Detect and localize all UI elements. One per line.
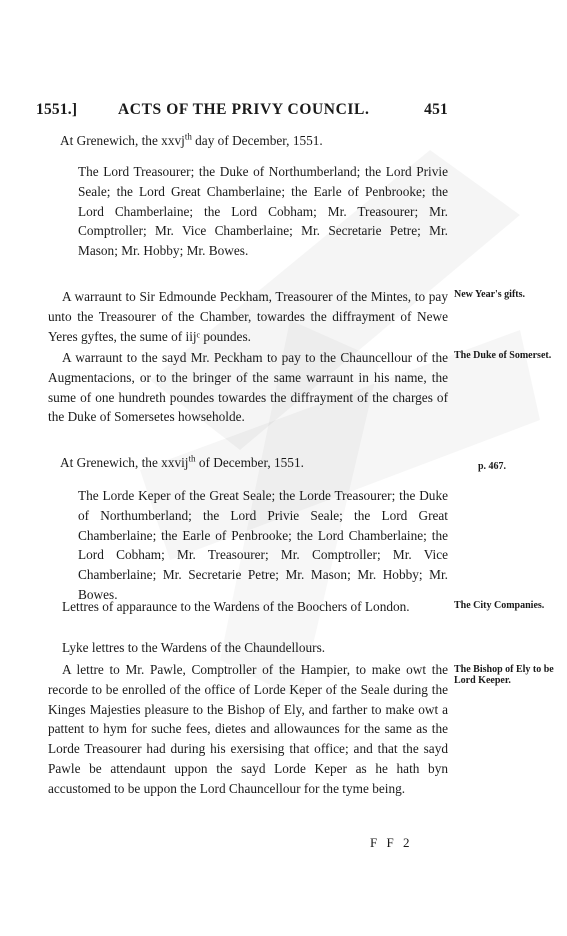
margin-note: New Year's gifts.: [454, 289, 526, 300]
entry-letters-chaundellours: Lyke lettres to the Wardens of the Chaundellours.: [62, 640, 326, 655]
attendees-list: The Lord Treasourer; the Duke of Northumberland; the Lord Privie Seale; the Lord Great Chamberlaine; the Earle of Penbrooke; the Lord Chamberlaine; the Lord Cobham; Mr. Treasourer; Mr. Comptroller; Mr. Vice Chamberlaine; Mr. Secretarie Petre; Mr. Mason; Mr. Hobby; Mr. Bowes.: [78, 164, 448, 259]
signature-mark: F F 2: [370, 835, 413, 850]
header-year: 1551.]: [36, 101, 78, 118]
attendees-list: The Lorde Keper of the Great Seale; the Lorde Treasourer; the Duke of Northumberland; the Lord Privie Seale; the Lord Great Chamberlaine; the Earle of Penbrooke; the Lord Chamberlaine; the Lord Cobham; Mr. Treasourer; Mr. Comptroller; Mr. Vice Chamberlaine; Mr. Secretarie Petre; Mr. Mason; Mr. Hobby; Mr. Bowes.: [78, 488, 448, 602]
margin-note: The Duke of Somerset.: [454, 350, 552, 361]
margin-note: The City Companies.: [454, 600, 545, 611]
margin-note: The Bishop of Ely to be Lord Keeper.: [454, 664, 554, 686]
entry-letter-pawle: A lettre to Mr. Pawle, Comptroller of the Hampier, to make owt the recorde to be enrolled of the office of Lorde Keper of the Seale during the Kinges Majesties pleasure to the Bishop of Ely, and farther to make owt a pattent to hym for suche fees, dietes and allowaunces for the same as the Lorde Treasourer had during his exersising that office; and that the sayd Pawle be attendaunt uppon the sayd Lorde Keper as he hath byn accustomed to be uppon the Lord Chauncellour for the tyme being.: [48, 662, 448, 796]
running-title: ACTS OF THE PRIVY COUNCIL.: [118, 101, 370, 118]
page-number: 451: [424, 101, 448, 118]
entry-warrant-new-years-gifts: A warraunt to Sir Edmounde Peckham, Treasourer of the Mintes, to pay unto the Treasourer of the Chamber, towardes the diffrayment of Newe Yeres gyftes, the sume of iijᶜ poundes.: [48, 289, 448, 344]
session-heading: At Grenewich, the xxvj$^{th}$ day of December, 1551.: [60, 131, 323, 148]
entry-letters-boochers: Lettres of apparaunce to the Wardens of the Boochers of London.: [62, 599, 410, 614]
session-heading: At Grenewich, the xxvij$^{th}$ of December, 1551.: [60, 453, 304, 470]
entry-warrant-somerset: A warraunt to the sayd Mr. Peckham to pay to the Chauncellour of the Augmentacions, or to the bringer of the same warraunt in his name, the sume of one hundreth poundes towardes the diffrayment of the charges of the Duke of Somersetes howseholde.: [48, 350, 448, 425]
page-reference: p. 467.: [478, 461, 507, 472]
